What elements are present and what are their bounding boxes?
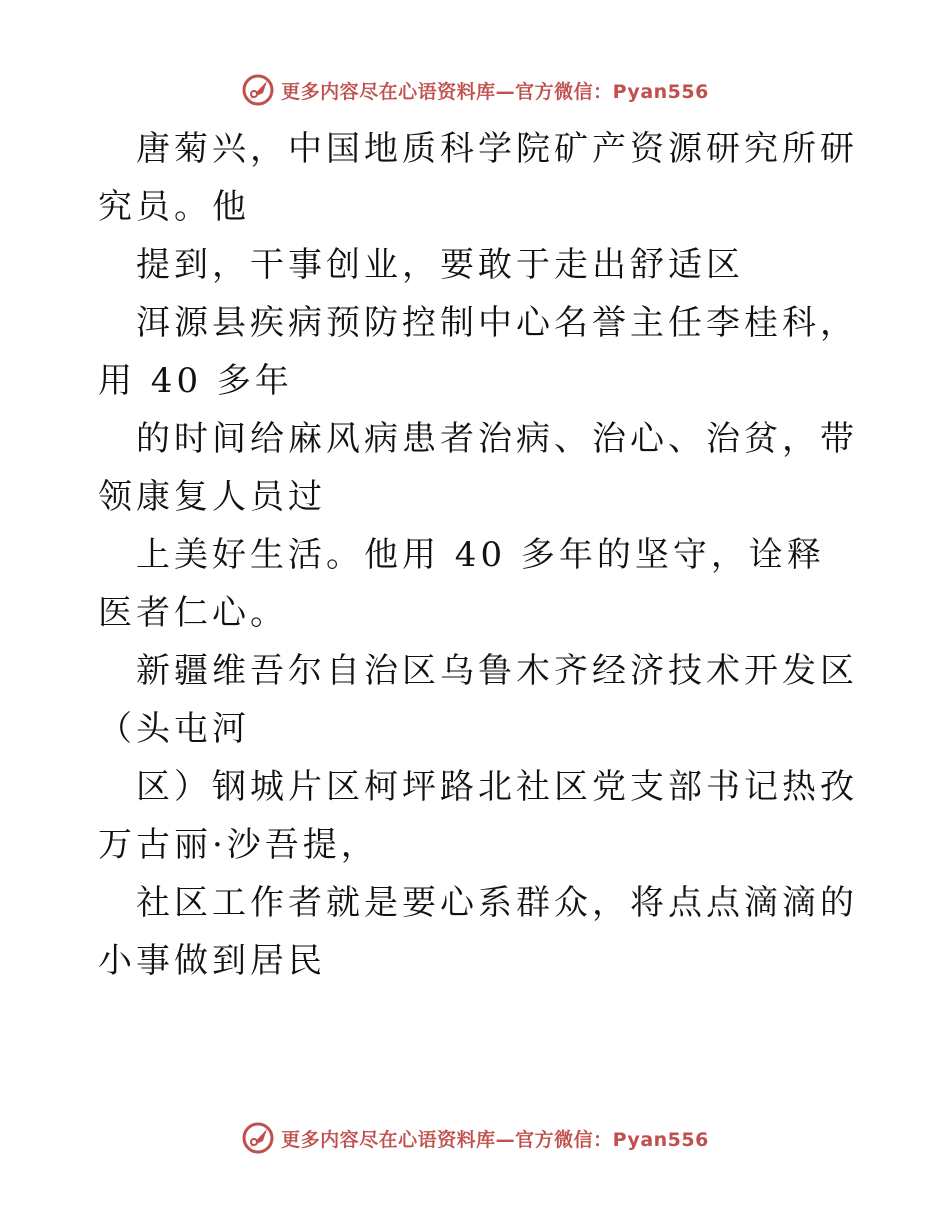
footer-watermark <box>0 1118 950 1158</box>
paragraph: 新疆维吾尔自治区乌鲁木齐经济技术开发区（头屯河 <box>98 651 858 749</box>
header-watermark <box>0 70 950 110</box>
paragraph: 唐菊兴，中国地质科学院矿产资源研究所研究员。他 <box>98 129 858 227</box>
paragraph: 上美好生活。他用 40 多年的坚守，诠释医者仁心。 <box>98 535 825 633</box>
quill-logo-icon <box>241 1121 275 1155</box>
paragraph: 的时间给麻风病患者治病、治心、治贫，带领康复人员过 <box>98 419 858 517</box>
paragraph: 区）钢城片区柯坪路北社区党支部书记热孜万古丽·沙吾提， <box>98 767 858 865</box>
paragraph: 洱源县疾病预防控制中心名誉主任李桂科，用 40 多年 <box>98 303 858 401</box>
watermark-text: 更多内容尽在心语资料库—官方微信：Pyan556 <box>281 80 709 103</box>
quill-logo-icon <box>241 73 275 107</box>
document-body <box>98 120 858 990</box>
paragraph: 社区工作者就是要心系群众，将点点滴滴的小事做到居民 <box>98 883 858 981</box>
watermark-text: 更多内容尽在心语资料库—官方微信：Pyan556 <box>281 1128 709 1151</box>
paragraph: 提到，干事创业，要敢于走出舒适区 <box>136 245 744 285</box>
